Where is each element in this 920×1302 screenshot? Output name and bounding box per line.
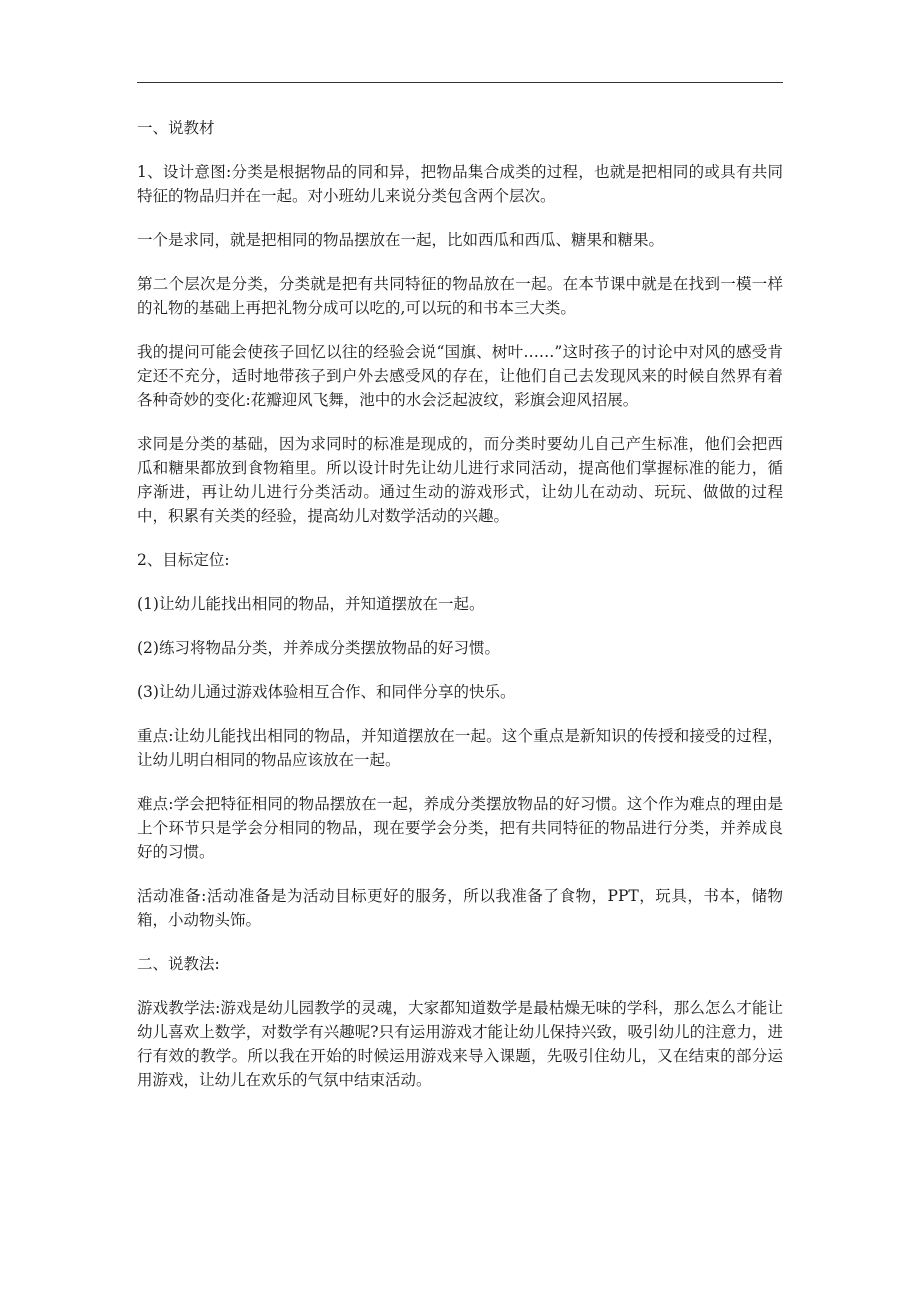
document-body	[137, 116, 783, 1112]
paragraph-classification-basis: 求同是分类的基础，因为求同时的标准是现成的，而分类时要幼儿自己产生标准，他们会把西瓜和糖果都放到食物箱里。所以设计时先让幼儿进行求同活动，提高他们掌握标准的能力，循序渐进，再让幼儿进行分类活动。通过生动的游戏形式，让幼儿在动动、玩玩、做做的过程中，积累有关类的经验，提高幼儿对数学活动的兴趣。	[137, 435, 783, 525]
paragraph-difficulty: 难点:学会把特征相同的物品摆放在一起，养成分类摆放物品的好习惯。这个作为难点的理由是上个环节只是学会分相同的物品，现在要学会分类，把有共同特征的物品进行分类，并养成良好的习惯。	[137, 795, 783, 861]
section-heading-teaching-material: 一、说教材	[137, 119, 215, 137]
header-rule	[137, 82, 783, 83]
paragraph-goal-3: (3)让幼儿通过游戏体验相互合作、和同伴分享的快乐。	[137, 683, 516, 701]
paragraph-goal-heading: 2、目标定位:	[137, 551, 230, 569]
section-heading-teaching-method: 二、说教法:	[137, 955, 220, 973]
paragraph-key-point: 重点:让幼儿能找出相同的物品，并知道摆放在一起。这个重点是新知识的传授和接受的过程，让幼儿明白相同的物品应该放在一起。	[137, 727, 783, 769]
paragraph-second-level: 第二个层次是分类，分类就是把有共同特征的物品放在一起。在本节课中就是在找到一模一样的礼物的基础上再把礼物分成可以吃的,可以玩的和书本三大类。	[137, 275, 783, 317]
paragraph-game-method: 游戏教学法:游戏是幼儿园教学的灵魂，大家都知道数学是最枯燥无味的学科，那么怎么才能让幼儿喜欢上数学，对数学有兴趣呢?只有运用游戏才能让幼儿保持兴致，吸引幼儿的注意力，进行有效的教学。所以我在开始的时候运用游戏来导入课题，先吸引住幼儿，又在结束的部分运用游戏，让幼儿在欢乐的气氛中结束活动。	[137, 999, 783, 1089]
paragraph-seek-same: 一个是求同，就是把相同的物品摆放在一起，比如西瓜和西瓜、糖果和糖果。	[137, 231, 665, 249]
paragraph-design-intent: 1、设计意图:分类是根据物品的同和异，把物品集合成类的过程，也就是把相同的或具有共同特征的物品归并在一起。对小班幼儿来说分类包含两个层次。	[137, 163, 783, 205]
paragraph-goal-1: (1)让幼儿能找出相同的物品，并知道摆放在一起。	[137, 595, 485, 613]
paragraph-questioning: 我的提问可能会使孩子回忆以往的经验会说“国旗、树叶……”这时孩子的讨论中对风的感受肯定还不充分，适时地带孩子到户外去感受风的存在，让他们自己去发现风来的时候自然界有着各种奇妙的变化:花瓣迎风飞舞，池中的水会泛起波纹，彩旗会迎风招展。	[137, 343, 783, 409]
paragraph-goal-2: (2)练习将物品分类，并养成分类摆放物品的好习惯。	[137, 639, 500, 657]
paragraph-preparation: 活动准备:活动准备是为活动目标更好的服务，所以我准备了食物，PPT，玩具，书本，储物箱，小动物头饰。	[137, 887, 783, 929]
